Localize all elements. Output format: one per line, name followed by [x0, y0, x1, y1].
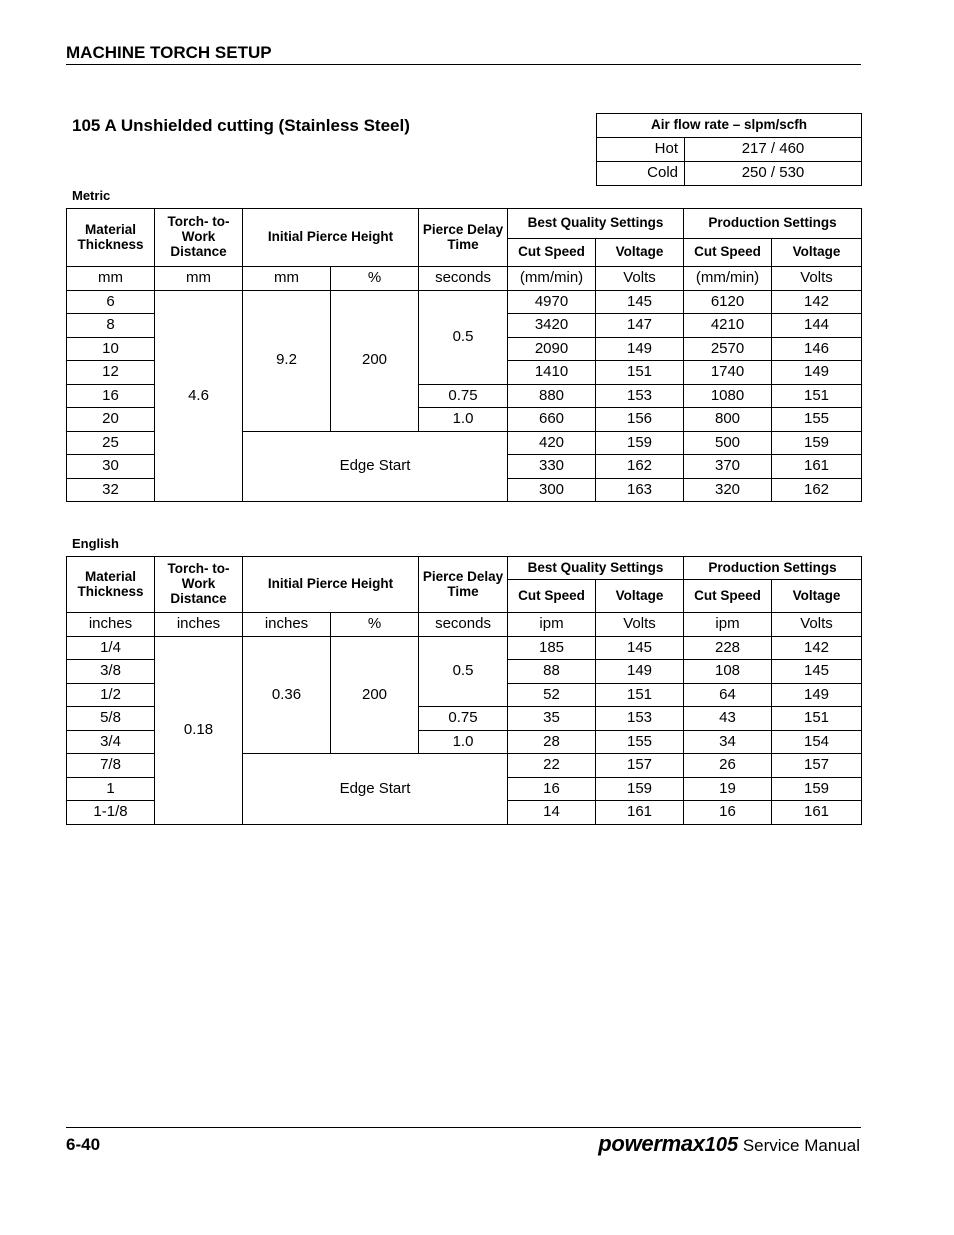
header-initial-pierce-height: Initial Pierce Height [243, 557, 419, 613]
torch-to-work-cell: 4.6 [155, 290, 243, 502]
header-divider [66, 64, 861, 65]
bq-speed-cell: 14 [508, 801, 596, 825]
footer-brand [598, 1131, 860, 1157]
unit-cell: mm [67, 267, 155, 291]
page-number: 6-40 [66, 1135, 101, 1154]
pr-speed-cell: 2570 [684, 337, 772, 361]
pr-volt-cell: 149 [772, 361, 862, 385]
bq-volt-cell: 153 [596, 384, 684, 408]
thickness-cell: 32 [67, 478, 155, 502]
bq-volt-cell: 151 [596, 361, 684, 385]
page-title: 105 A Unshielded cutting (Stainless Steel) [72, 116, 410, 135]
header-cut-speed: Cut Speed [684, 580, 772, 613]
thickness-cell: 30 [67, 455, 155, 479]
pierce-delay-cell: 0.5 [419, 290, 508, 384]
air-flow-label: Cold [597, 162, 685, 186]
pr-speed-cell: 43 [684, 707, 772, 731]
units-row [67, 613, 862, 637]
english-table [66, 556, 862, 825]
pierce-delay-cell: 1.0 [419, 730, 508, 754]
pr-volt-cell: 149 [772, 683, 862, 707]
pierce-height-cell: 0.36 [243, 636, 331, 754]
pierce-delay-cell: 0.5 [419, 636, 508, 707]
air-flow-title: Air flow rate – slpm/scfh [597, 114, 862, 138]
edge-start-cell: Edge Start [243, 431, 508, 502]
bq-speed-cell: 3420 [508, 314, 596, 338]
pierce-delay-cell: 0.75 [419, 707, 508, 731]
bq-volt-cell: 163 [596, 478, 684, 502]
bq-speed-cell: 185 [508, 636, 596, 660]
pierce-height-percent-cell: 200 [331, 290, 419, 431]
thickness-cell: 1-1/8 [67, 801, 155, 825]
thickness-cell: 10 [67, 337, 155, 361]
pr-volt-cell: 161 [772, 455, 862, 479]
pr-speed-cell: 370 [684, 455, 772, 479]
unit-cell: mm [155, 267, 243, 291]
air-flow-value: 250 / 530 [685, 162, 862, 186]
bq-volt-cell: 149 [596, 660, 684, 684]
unit-cell: % [331, 613, 419, 637]
bq-speed-cell: 4970 [508, 290, 596, 314]
unit-cell: mm [243, 267, 331, 291]
pr-volt-cell: 145 [772, 660, 862, 684]
metric-table [66, 208, 862, 502]
pr-volt-cell: 142 [772, 290, 862, 314]
bq-speed-cell: 88 [508, 660, 596, 684]
thickness-cell: 25 [67, 431, 155, 455]
pr-speed-cell: 500 [684, 431, 772, 455]
bq-volt-cell: 153 [596, 707, 684, 731]
pr-volt-cell: 155 [772, 408, 862, 432]
unit-cell: % [331, 267, 419, 291]
pr-volt-cell: 161 [772, 801, 862, 825]
bq-volt-cell: 147 [596, 314, 684, 338]
bq-volt-cell: 156 [596, 408, 684, 432]
thickness-cell: 6 [67, 290, 155, 314]
header-material-thickness: Material Thickness [67, 209, 155, 267]
thickness-cell: 1/2 [67, 683, 155, 707]
table-row [67, 290, 862, 314]
pr-speed-cell: 64 [684, 683, 772, 707]
thickness-cell: 7/8 [67, 754, 155, 778]
header-material-thickness: Material Thickness [67, 557, 155, 613]
pr-speed-cell: 320 [684, 478, 772, 502]
pr-speed-cell: 6120 [684, 290, 772, 314]
metric-label: Metric [72, 188, 111, 203]
pr-speed-cell: 26 [684, 754, 772, 778]
pr-speed-cell: 108 [684, 660, 772, 684]
bq-volt-cell: 145 [596, 636, 684, 660]
unit-cell: seconds [419, 613, 508, 637]
bq-speed-cell: 28 [508, 730, 596, 754]
brand-model: 105 [704, 1134, 739, 1156]
brand-logo: powermax [598, 1131, 705, 1156]
unit-cell: inches [243, 613, 331, 637]
unit-cell: Volts [772, 613, 862, 637]
bq-speed-cell: 300 [508, 478, 596, 502]
thickness-cell: 5/8 [67, 707, 155, 731]
section-title: MACHINE TORCH SETUP [66, 43, 272, 62]
pr-volt-cell: 162 [772, 478, 862, 502]
header-torch-to-work: Torch- to-Work Distance [155, 557, 243, 613]
pr-volt-cell: 142 [772, 636, 862, 660]
air-flow-row [597, 138, 862, 162]
english-label: English [72, 536, 119, 551]
unit-cell: Volts [772, 267, 862, 291]
unit-cell: ipm [508, 613, 596, 637]
header-best-quality: Best Quality Settings [508, 557, 684, 580]
thickness-cell: 3/4 [67, 730, 155, 754]
bq-speed-cell: 22 [508, 754, 596, 778]
thickness-cell: 3/8 [67, 660, 155, 684]
unit-cell: (mm/min) [684, 267, 772, 291]
bq-speed-cell: 660 [508, 408, 596, 432]
bq-speed-cell: 2090 [508, 337, 596, 361]
header-initial-pierce-height: Initial Pierce Height [243, 209, 419, 267]
pr-volt-cell: 144 [772, 314, 862, 338]
edge-start-cell: Edge Start [243, 754, 508, 825]
thickness-cell: 1/4 [67, 636, 155, 660]
units-row [67, 267, 862, 291]
header-voltage: Voltage [772, 239, 862, 267]
pr-volt-cell: 151 [772, 707, 862, 731]
pierce-delay-cell: 1.0 [419, 408, 508, 432]
manual-name: Service Manual [742, 1136, 860, 1155]
bq-speed-cell: 1410 [508, 361, 596, 385]
unit-cell: ipm [684, 613, 772, 637]
bq-volt-cell: 155 [596, 730, 684, 754]
pr-volt-cell: 146 [772, 337, 862, 361]
pr-speed-cell: 4210 [684, 314, 772, 338]
table-row [67, 636, 862, 660]
pr-speed-cell: 34 [684, 730, 772, 754]
pr-volt-cell: 159 [772, 431, 862, 455]
pr-volt-cell: 159 [772, 777, 862, 801]
air-flow-value: 217 / 460 [685, 138, 862, 162]
pierce-height-percent-cell: 200 [331, 636, 419, 754]
thickness-cell: 20 [67, 408, 155, 432]
bq-volt-cell: 159 [596, 777, 684, 801]
bq-volt-cell: 159 [596, 431, 684, 455]
air-flow-table [596, 113, 862, 186]
pr-speed-cell: 800 [684, 408, 772, 432]
header-voltage: Voltage [596, 239, 684, 267]
thickness-cell: 12 [67, 361, 155, 385]
bq-speed-cell: 880 [508, 384, 596, 408]
bq-volt-cell: 151 [596, 683, 684, 707]
header-best-quality: Best Quality Settings [508, 209, 684, 239]
header-cut-speed: Cut Speed [508, 239, 596, 267]
thickness-cell: 8 [67, 314, 155, 338]
torch-to-work-cell: 0.18 [155, 636, 243, 824]
pr-volt-cell: 154 [772, 730, 862, 754]
pr-speed-cell: 16 [684, 801, 772, 825]
unit-cell: inches [67, 613, 155, 637]
header-production: Production Settings [684, 557, 862, 580]
bq-volt-cell: 161 [596, 801, 684, 825]
header-production: Production Settings [684, 209, 862, 239]
unit-cell: (mm/min) [508, 267, 596, 291]
header-pierce-delay: Pierce Delay Time [419, 209, 508, 267]
bq-speed-cell: 420 [508, 431, 596, 455]
thickness-cell: 1 [67, 777, 155, 801]
bq-volt-cell: 149 [596, 337, 684, 361]
unit-cell: Volts [596, 613, 684, 637]
pr-speed-cell: 1740 [684, 361, 772, 385]
bq-speed-cell: 52 [508, 683, 596, 707]
pr-speed-cell: 1080 [684, 384, 772, 408]
header-pierce-delay: Pierce Delay Time [419, 557, 508, 613]
unit-cell: seconds [419, 267, 508, 291]
header-cut-speed: Cut Speed [508, 580, 596, 613]
footer-divider [66, 1127, 861, 1128]
bq-speed-cell: 330 [508, 455, 596, 479]
pr-speed-cell: 19 [684, 777, 772, 801]
bq-volt-cell: 162 [596, 455, 684, 479]
thickness-cell: 16 [67, 384, 155, 408]
pierce-height-cell: 9.2 [243, 290, 331, 431]
unit-cell: inches [155, 613, 243, 637]
unit-cell: Volts [596, 267, 684, 291]
pr-speed-cell: 228 [684, 636, 772, 660]
air-flow-label: Hot [597, 138, 685, 162]
header-cut-speed: Cut Speed [684, 239, 772, 267]
header-voltage: Voltage [596, 580, 684, 613]
bq-volt-cell: 157 [596, 754, 684, 778]
air-flow-row [597, 162, 862, 186]
header-voltage: Voltage [772, 580, 862, 613]
bq-volt-cell: 145 [596, 290, 684, 314]
pierce-delay-cell: 0.75 [419, 384, 508, 408]
pr-volt-cell: 151 [772, 384, 862, 408]
bq-speed-cell: 16 [508, 777, 596, 801]
pr-volt-cell: 157 [772, 754, 862, 778]
bq-speed-cell: 35 [508, 707, 596, 731]
header-torch-to-work: Torch- to-Work Distance [155, 209, 243, 267]
